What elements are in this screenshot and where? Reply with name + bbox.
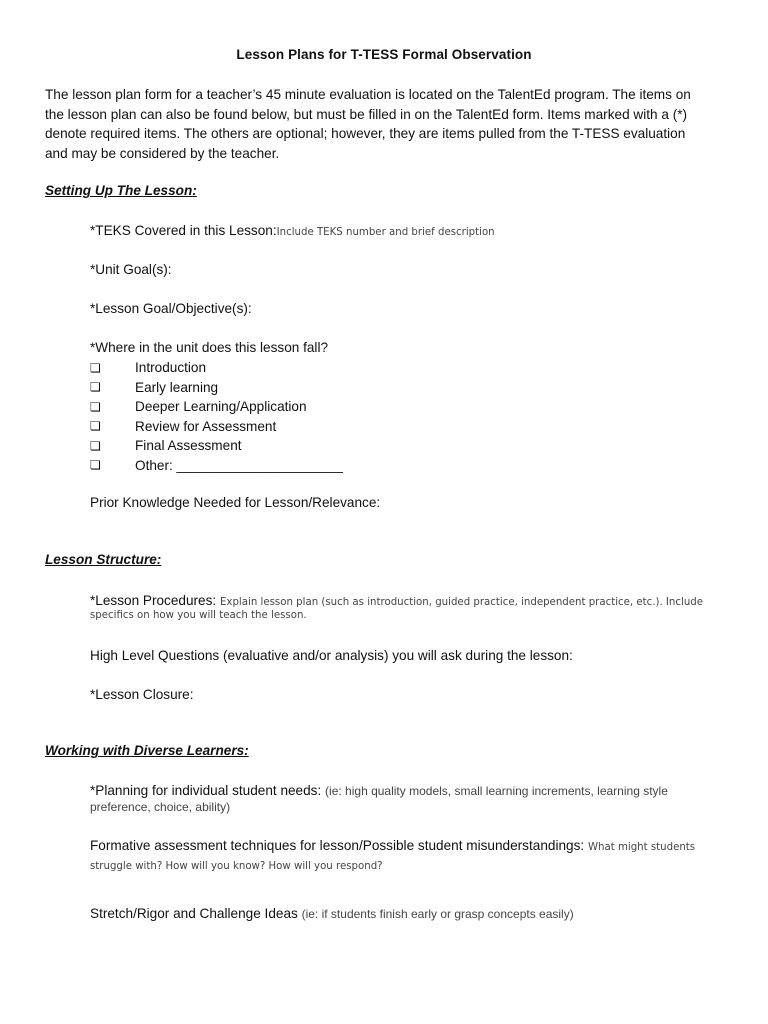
formative-hint-cont: struggle with? How will you know? How will you respond? — [90, 861, 383, 872]
section-heading-structure: Lesson Structure: — [45, 552, 162, 567]
formative-hint: What might students — [587, 842, 696, 853]
formative-label: Formative assessment techniques for lesson/Possible student misunderstandings: — [90, 838, 585, 853]
option-label: Early learning — [135, 379, 219, 395]
intro-paragraph — [45, 85, 735, 163]
intro-line: The lesson plan form for a teacher’s 45 minute evaluation is located on the TalentEd program. The items on — [45, 87, 691, 102]
option-early-learning[interactable] — [90, 378, 343, 398]
unit-position-question: *Where in the unit does this lesson fall? — [90, 340, 329, 355]
option-review[interactable] — [90, 417, 343, 437]
planning-field — [90, 781, 668, 801]
checkbox-icon[interactable]: ❏ — [90, 399, 101, 414]
option-label: Review for Assessment — [135, 418, 277, 434]
procedures-label: *Lesson Procedures: — [90, 593, 217, 608]
checkbox-icon[interactable]: ❏ — [90, 438, 101, 453]
procedures-field — [90, 591, 703, 612]
section-heading-diverse: Working with Diverse Learners: — [45, 743, 249, 758]
checkbox-icon[interactable]: ❏ — [90, 458, 101, 473]
procedures-hint-cont: specifics on how you will teach the lesson. — [90, 610, 307, 621]
option-label: Other: ______________________ — [135, 457, 343, 473]
stretch-label: Stretch/Rigor and Challenge Ideas — [90, 906, 298, 921]
checkbox-icon[interactable]: ❏ — [90, 419, 101, 434]
option-label: Introduction — [135, 360, 207, 376]
closure-label: *Lesson Closure: — [90, 687, 194, 702]
intro-line: denote required items. The others are optional; however, they are items pulled from the T-TESS evaluation — [45, 126, 686, 141]
option-deeper-learning[interactable] — [90, 397, 343, 417]
checkbox-icon[interactable]: ❏ — [90, 380, 101, 395]
prior-knowledge-label: Prior Knowledge Needed for Lesson/Relevance: — [90, 495, 381, 510]
teks-field — [90, 221, 495, 242]
stretch-hint: (ie: if students finish early or grasp concepts easily) — [301, 907, 574, 921]
teks-hint: Include TEKS number and brief description — [276, 227, 495, 238]
unit-goal-label: *Unit Goal(s): — [90, 262, 172, 277]
option-other[interactable] — [90, 456, 343, 476]
lesson-goal-label: *Lesson Goal/Objective(s): — [90, 301, 252, 316]
option-label: Final Assessment — [135, 438, 242, 454]
checkbox-icon[interactable]: ❏ — [90, 360, 101, 375]
formative-field — [90, 836, 695, 857]
procedures-hint: Explain lesson plan (such as introduction, guided practice, independent practice, etc.). Include — [219, 597, 704, 608]
high-level-questions-label: High Level Questions (evaluative and/or analysis) you will ask during the lesson: — [90, 648, 573, 663]
intro-line: and may be considered by the teacher. — [45, 145, 280, 161]
option-introduction[interactable] — [90, 358, 343, 378]
option-final-assessment[interactable] — [90, 436, 343, 456]
planning-hint: (ie: high quality models, small learning increments, learning style — [325, 784, 668, 798]
unit-position-options — [90, 358, 343, 475]
option-label: Deeper Learning/Application — [135, 399, 307, 415]
planning-label: *Planning for individual student needs: — [90, 783, 322, 798]
teks-label: *TEKS Covered in this Lesson: — [90, 223, 277, 238]
stretch-field — [90, 904, 574, 924]
intro-line: the lesson plan can also be found below, but must be filled in on the TalentEd form. Items marked with a (*) — [45, 106, 688, 122]
section-heading-setup: Setting Up The Lesson: — [45, 183, 197, 198]
document-title: Lesson Plans for T-TESS Formal Observation — [236, 47, 532, 62]
planning-hint-cont: preference, choice, ability) — [90, 800, 231, 814]
